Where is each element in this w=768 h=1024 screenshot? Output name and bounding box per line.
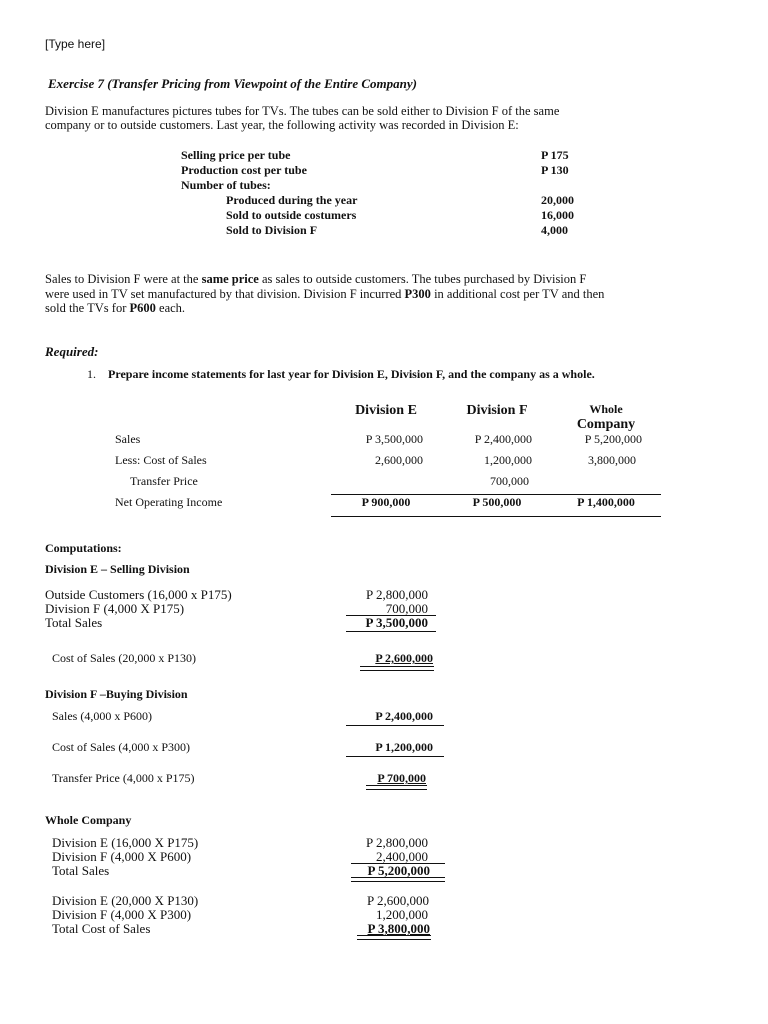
whole-e-sales-value: P 2,800,000 [366,835,428,850]
intro-line-2: company or to outside customers. Last year, the following activity was recorded in Division E: [45,118,519,132]
production-cost-value: P 130 [541,163,569,177]
whole-f-sales-value: 2,400,000 [376,849,428,864]
whole-total-cos-label: Total Cost of Sales [52,921,151,936]
whole-f-cos-value: 1,200,000 [376,907,428,922]
sold-outside-value: 16,000 [541,208,574,222]
col-header-division-f: Division F [466,403,528,418]
row-cos-label: Less: Cost of Sales [115,453,207,467]
paragraph2-line-2: were used in TV set manufactured by that division. Division F incurred P300 in additional cost per TV and then [45,287,605,301]
col-header-division-e: Division E [355,403,417,418]
div-e-outside-label: Outside Customers (16,000 x P175) [45,587,232,602]
div-f-tp-label: Transfer Price (4,000 x P175) [52,771,195,785]
div-f-sales-value: P 2,400,000 [375,709,433,723]
division-e-title: Division E – Selling Division [45,562,190,576]
col-header-whole-1: Whole [589,402,623,416]
whole-total-sales-double-rule [351,877,445,882]
div-f-sales-label: Sales (4,000 x P600) [52,709,152,723]
div-e-total-value: P 3,500,000 [365,615,428,630]
row-noi-label: Net Operating Income [115,495,223,509]
number-of-tubes-label: Number of tubes: [181,178,271,192]
whole-total-sales-value: P 5,200,000 [367,863,430,878]
exercise-title: Exercise 7 (Transfer Pricing from Viewpoint of the Entire Company) [48,76,417,91]
div-e-outside-value: P 2,800,000 [366,587,428,602]
division-f-title: Division F –Buying Division [45,687,188,701]
row-sales-w: P 5,200,000 [584,432,642,446]
whole-total-cos-value: P 3,800,000 [367,921,430,936]
production-cost-label: Production cost per tube [181,163,307,177]
div-f-cos-label: Cost of Sales (4,000 x P300) [52,740,190,754]
row-cos-e: 2,600,000 [375,453,423,467]
whole-title: Whole Company [45,813,132,827]
paragraph2-line-1: Sales to Division F were at the same price as sales to outside customers. The tubes purchased by Division F [45,272,587,286]
produced-label: Produced during the year [226,193,358,207]
div-e-divf-label: Division F (4,000 X P175) [45,601,185,616]
whole-total-sales-label: Total Sales [52,863,110,878]
computations-title: Computations: [45,541,122,555]
div-e-cos-value: P 2,600,000 [375,651,433,665]
div-e-total-label: Total Sales [45,615,103,630]
required-label: Required: [45,344,99,359]
div-f-cos-value: P 1,200,000 [375,740,433,754]
row-noi-w: P 1,400,000 [577,495,635,509]
row-sales-e: P 3,500,000 [365,432,423,446]
selling-price-label: Selling price per tube [181,148,291,162]
required-item-text: Prepare income statements for last year for Division E, Division F, and the company as a whole. [108,367,595,381]
whole-e-cos-value: P 2,600,000 [367,893,429,908]
div-e-total-rule [346,631,436,632]
div-e-cos-label: Cost of Sales (20,000 x P130) [52,651,196,665]
required-item-number: 1. [87,367,96,381]
row-sales-f: P 2,400,000 [474,432,532,446]
row-tp-f: 700,000 [490,474,529,488]
whole-e-cos-label: Division E (20,000 X P130) [52,893,199,908]
whole-total-cos-double-rule [357,935,431,940]
sold-f-value: 4,000 [541,223,568,237]
sold-outside-label: Sold to outside costumers [226,208,357,222]
paragraph2-line-3: sold the TVs for P600 each. [45,301,186,315]
div-f-cos-rule [346,756,444,757]
intro-line-1: Division E manufactures pictures tubes for TVs. The tubes can be sold either to Division F of the same [45,104,560,118]
whole-f-sales-label: Division F (4,000 X P600) [52,849,192,864]
div-e-divf-value: 700,000 [385,601,428,616]
row-noi-f: P 500,000 [472,495,522,509]
row-sales-label: Sales [115,432,141,446]
whole-f-cos-label: Division F (4,000 X P300) [52,907,192,922]
div-f-tp-value: P 700,000 [377,771,426,785]
produced-value: 20,000 [541,193,574,207]
whole-e-sales-label: Division E (16,000 X P175) [52,835,199,850]
header-placeholder: [Type here] [45,37,106,51]
row-noi-e: P 900,000 [361,495,411,509]
selling-price-value: P 175 [541,148,569,162]
noi-bottom-rule [331,516,661,517]
div-f-sales-rule [346,725,444,726]
row-tp-label: Transfer Price [130,474,198,488]
sold-f-label: Sold to Division F [226,223,318,237]
col-header-whole-2: Company [576,417,636,432]
div-f-tp-double-rule [366,785,427,790]
row-cos-w: 3,800,000 [588,453,636,467]
div-e-cos-double-rule [360,666,434,671]
row-cos-f: 1,200,000 [484,453,532,467]
